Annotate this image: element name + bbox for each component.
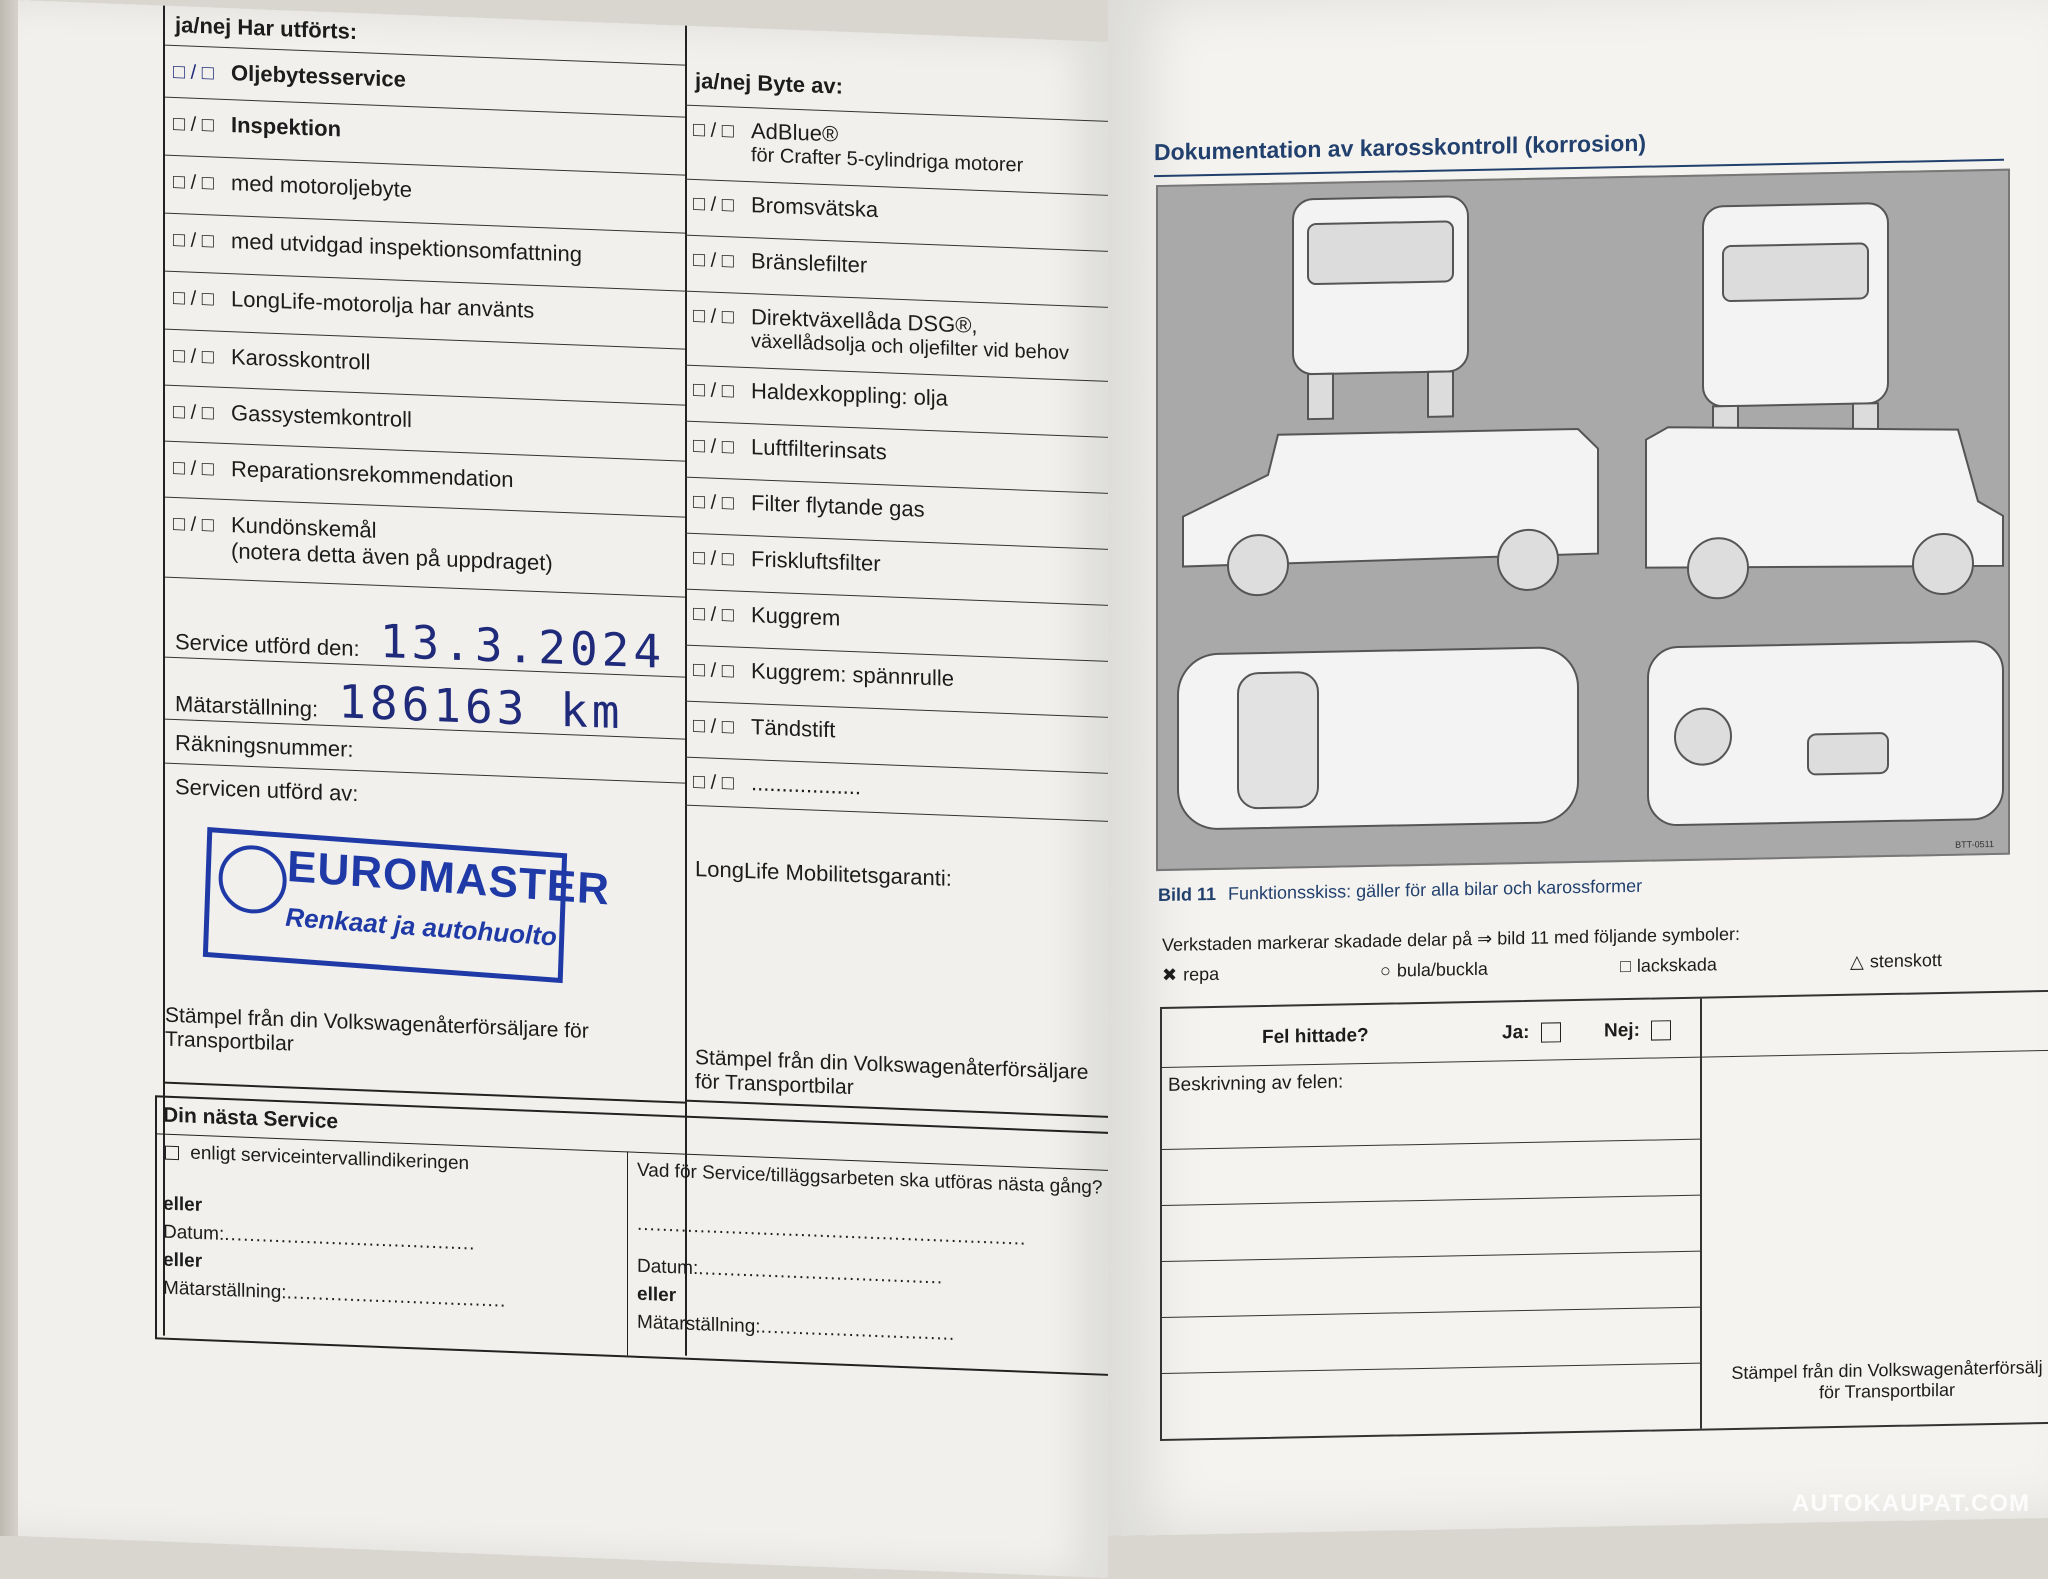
left-page xyxy=(18,0,1108,1578)
symbol-glyph-icon: ○ xyxy=(1380,960,1391,981)
replacement-item-label: Tändstift xyxy=(751,714,836,743)
replacement-item-label: Bromsvätska xyxy=(751,192,879,223)
symbol-glyph-icon: ✖ xyxy=(1162,964,1178,985)
interval-checkbox[interactable] xyxy=(165,1146,179,1161)
yes-no-checkbox[interactable]: □ / □ xyxy=(693,248,734,273)
service-date-value: 13.3.2024 xyxy=(379,613,666,679)
symbol-legend-item xyxy=(1380,959,1488,982)
dealer-stamp xyxy=(203,827,611,983)
description-label: Beskrivning av felen: xyxy=(1168,1071,1344,1096)
replacement-item-label: Haldexkoppling: olja xyxy=(751,378,948,411)
yes-no-checkbox[interactable]: □ / □ xyxy=(693,602,734,627)
next-what-field[interactable]: .............................................................. xyxy=(637,1213,1027,1250)
symbol-label: stenskott xyxy=(1869,949,1942,972)
odometer-label: Mätarställning: xyxy=(175,691,319,722)
next-odo-label: Mätarställning: xyxy=(163,1277,287,1304)
replacement-column xyxy=(685,26,1125,1133)
replacement-item-label: Luftfilterinsats xyxy=(751,434,887,465)
yes-no-checkbox[interactable]: □ / □ xyxy=(693,378,734,403)
euromaster-logo-icon xyxy=(217,843,287,916)
symbol-label: lackskada xyxy=(1636,954,1717,976)
yes-no-checkbox[interactable]: □ / □ xyxy=(173,170,214,195)
replacement-item-label: AdBlue® xyxy=(751,118,839,147)
symbol-glyph-icon: △ xyxy=(1850,951,1864,972)
performed-by-label: Servicen utförd av: xyxy=(175,774,359,807)
next-service-box xyxy=(155,1095,1129,1376)
performed-item-label: Inspektion xyxy=(231,112,342,142)
yes-label: Ja: xyxy=(1502,1021,1530,1044)
yes-no-checkbox[interactable]: □ / □ xyxy=(173,344,214,369)
caption-text: Funktionsskiss: gäller för alla bilar och karossformer xyxy=(1228,875,1643,904)
or-label-3: eller xyxy=(637,1283,677,1307)
yes-no-checkbox[interactable]: □ / □ xyxy=(693,434,734,459)
stamp-brand: EUROMASTER xyxy=(286,841,611,915)
next-date-label: Datum: xyxy=(163,1221,225,1245)
figure-code: BTT-0511 xyxy=(1955,838,1994,850)
marking-instruction: Verkstaden markerar skadade delar på ⇒ bild 11 med följande symboler: xyxy=(1162,923,1741,955)
next-service-title: Din nästa Service xyxy=(163,1103,339,1134)
no-label: Nej: xyxy=(1604,1019,1640,1042)
van-front-view xyxy=(1703,203,1888,407)
caption-number: Bild 11 xyxy=(1158,883,1217,906)
yes-no-checkbox[interactable]: □ / □ xyxy=(693,118,734,143)
performed-item-label: Kundönskemål xyxy=(231,512,377,543)
yes-checkbox[interactable] xyxy=(1541,1022,1561,1042)
dealer-stamp-caption: Stämpel från din Volkswagenåterförsälj för Transportbilar xyxy=(1731,1357,2043,1403)
performed-item-label: LongLife-motorolja har använts xyxy=(231,286,535,323)
symbol-glyph-icon: □ xyxy=(1620,955,1631,977)
longlife-row xyxy=(685,846,1125,1119)
replacement-header: ja/nej Byte av: xyxy=(685,26,1125,123)
next-date2-field[interactable]: ....................................... xyxy=(698,1258,944,1289)
replacement-item-label: Friskluftsfilter xyxy=(751,546,881,577)
right-page xyxy=(1108,0,2048,1536)
performed-by-row xyxy=(165,764,685,1104)
damage-form-left xyxy=(1162,999,1702,1439)
service-date-label: Service utförd den: xyxy=(175,629,360,662)
vehicle-diagram xyxy=(1156,169,2010,871)
stamp-caption: Stämpel från din Volkswagenåterförsäljare för Transportbilar xyxy=(165,1003,589,1056)
checked-yes-checkbox[interactable]: □ / □ xyxy=(173,60,214,85)
body-inspection-title: Dokumentation av karosskontroll (korrosion) xyxy=(1154,129,1647,166)
yes-no-checkbox[interactable]: □ / □ xyxy=(693,714,734,739)
replacement-item-label: Direktväxellåda DSG®, xyxy=(751,304,978,338)
yes-no-checkbox[interactable]: □ / □ xyxy=(173,456,214,481)
next-odo-field[interactable]: ................................... xyxy=(286,1282,507,1312)
odometer-value: 186163 km xyxy=(338,674,624,740)
symbol-label: bula/buckla xyxy=(1396,958,1488,981)
invoice-label: Räkningsnummer: xyxy=(175,730,354,762)
symbol-label: repa xyxy=(1183,963,1220,985)
or-label-1: eller xyxy=(163,1193,203,1217)
symbol-legend-item xyxy=(1850,950,1942,973)
interval-option: enligt serviceintervallindikeringen xyxy=(190,1142,470,1175)
performed-item-label: Reparationsrekommendation xyxy=(231,456,514,493)
yes-no-checkbox[interactable]: □ / □ xyxy=(173,286,214,311)
yes-no-checkbox[interactable]: □ / □ xyxy=(173,112,214,137)
replacement-item-sub: växellådsolja och oljefilter vid behov xyxy=(751,330,1069,365)
symbol-legend-item xyxy=(1620,954,1717,977)
longlife-label: LongLife Mobilitetsgaranti: xyxy=(695,856,952,891)
yes-no-checkbox[interactable]: □ / □ xyxy=(693,304,734,329)
no-checkbox[interactable] xyxy=(1651,1020,1671,1040)
found-label: Fel hittade? xyxy=(1262,1024,1369,1049)
performed-item-label: med motoroljebyte xyxy=(231,170,412,203)
replacement-item-label: .................. xyxy=(751,770,862,800)
next-odo2-field[interactable]: ............................... xyxy=(760,1316,956,1346)
performed-item-label: Gassystemkontroll xyxy=(231,400,412,433)
yes-no-checkbox[interactable]: □ / □ xyxy=(693,546,734,571)
symbol-legend-item xyxy=(1162,964,1219,986)
replacement-item-label: Kuggrem xyxy=(751,602,841,631)
yes-no-checkbox[interactable]: □ / □ xyxy=(693,770,734,795)
replacement-item-label: Filter flytande gas xyxy=(751,490,925,522)
replacement-item-label: Bränslefilter xyxy=(751,248,868,278)
right-stamp-caption: Stämpel från din Volkswagenåterförsäljare för Transportbilar xyxy=(695,1046,1089,1100)
next-what-label: Vad för Service/tilläggsarbeten ska utföras nästa gång? xyxy=(637,1159,1103,1199)
performed-item-label: Oljebytesservice xyxy=(231,60,406,92)
yes-no-checkbox[interactable]: □ / □ xyxy=(693,658,734,683)
vehicle-sketch-svg xyxy=(1158,171,2008,869)
service-table xyxy=(163,6,1125,1373)
next-odo2-label: Mätarställning: xyxy=(637,1311,761,1338)
stamp-tagline: Renkaat ja autohuolto xyxy=(284,901,558,952)
performed-item-label: Karosskontroll xyxy=(231,344,371,375)
next-date-field[interactable]: ........................................ xyxy=(224,1223,476,1255)
replacement-item-sub: för Crafter 5-cylindriga motorer xyxy=(751,144,1024,177)
replacement-item-label: Kuggrem: spännrulle xyxy=(751,658,955,691)
yes-no-checkbox[interactable]: □ / □ xyxy=(173,400,214,425)
yes-no-checkbox[interactable]: □ / □ xyxy=(693,490,734,515)
performed-header: ja/nej Har utförts: xyxy=(165,6,685,66)
damage-form xyxy=(1160,990,2048,1441)
yes-no-checkbox[interactable]: □ / □ xyxy=(173,228,214,253)
site-watermark: AUTOKAUPAT.COM xyxy=(1792,1490,2030,1517)
performed-item-sub: (notera detta även på uppdraget) xyxy=(231,538,553,576)
figure-caption xyxy=(1158,876,1642,906)
yes-no-checkbox[interactable]: □ / □ xyxy=(693,192,734,217)
performed-item-label: med utvidgad inspektionsomfattning xyxy=(231,228,582,267)
or-label-2: eller xyxy=(163,1249,203,1273)
next-date2-label: Datum: xyxy=(637,1255,699,1280)
yes-no-checkbox[interactable]: □ / □ xyxy=(173,512,214,537)
